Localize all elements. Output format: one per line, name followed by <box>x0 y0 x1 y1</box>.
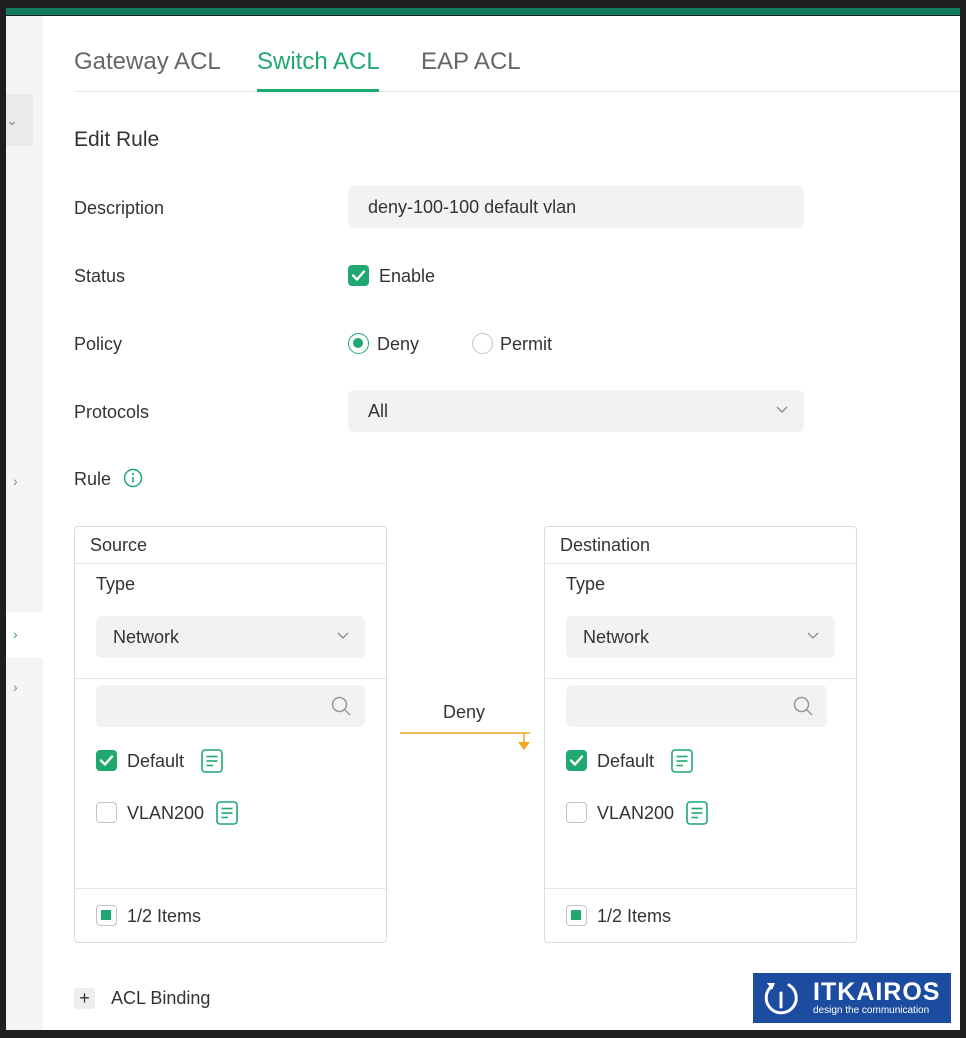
brand-logo-icon <box>759 977 803 1019</box>
divider <box>545 888 856 889</box>
sidebar-item-active[interactable] <box>6 612 43 658</box>
sidebar <box>6 16 43 1030</box>
destination-select-all-checkbox[interactable] <box>566 905 587 926</box>
source-item-default-label: Default <box>127 751 185 771</box>
destination-panel <box>544 526 857 943</box>
source-items-count: 1/2 Items <box>127 906 202 926</box>
list-icon[interactable] <box>671 749 693 773</box>
status-enable-checkbox[interactable] <box>348 265 369 286</box>
chevron-down-icon <box>807 629 819 641</box>
destination-search-input[interactable] <box>566 685 827 727</box>
search-icon <box>330 695 352 717</box>
protocols-select[interactable] <box>348 390 804 432</box>
destination-type-value: Network <box>583 627 650 647</box>
list-icon[interactable] <box>216 801 238 825</box>
destination-item-default-label: Default <box>597 751 655 771</box>
destination-type-select[interactable] <box>566 616 835 658</box>
chevron-right-icon[interactable]: › <box>13 473 18 489</box>
policy-label: Policy <box>74 334 123 354</box>
chevron-right-icon: › <box>13 626 18 642</box>
source-type-select[interactable] <box>96 616 365 658</box>
source-type-value: Network <box>113 627 180 647</box>
description-label: Description <box>74 198 165 218</box>
info-icon[interactable] <box>123 468 143 488</box>
tab-eap-acl[interactable]: EAP ACL <box>421 48 521 75</box>
top-accent-bar <box>6 8 960 15</box>
chevron-down-icon: ⌄ <box>6 112 18 128</box>
tab-switch-acl[interactable]: Switch ACL <box>257 48 380 75</box>
policy-deny-radio[interactable] <box>348 333 369 354</box>
destination-items-count: 1/2 Items <box>597 906 672 926</box>
source-search-input[interactable] <box>96 685 365 727</box>
status-label: Status <box>74 266 126 286</box>
chevron-down-icon <box>776 403 788 415</box>
plus-icon: + <box>74 988 95 1009</box>
source-item-vlan200-label: VLAN200 <box>127 803 205 823</box>
description-input[interactable]: deny-100-100 default vlan <box>348 186 804 228</box>
destination-item-default-checkbox[interactable] <box>566 750 587 771</box>
destination-item-vlan200-checkbox[interactable] <box>566 802 587 823</box>
active-tab-indicator <box>257 89 379 92</box>
watermark-logo <box>753 973 951 1023</box>
source-item-default-checkbox[interactable] <box>96 750 117 771</box>
check-icon <box>348 265 369 286</box>
divider <box>545 678 856 679</box>
protocols-label: Protocols <box>74 402 150 422</box>
top-bar <box>0 0 966 16</box>
divider <box>75 888 386 889</box>
chevron-down-icon <box>337 629 349 641</box>
direction-arrow <box>400 732 530 754</box>
section-title: Edit Rule <box>74 128 160 151</box>
source-item-vlan200-checkbox[interactable] <box>96 802 117 823</box>
watermark-subtitle: design the communication <box>813 1005 930 1016</box>
acl-binding-label: ACL Binding <box>111 988 211 1008</box>
arrow-policy-label: Deny <box>443 702 486 722</box>
check-icon <box>96 750 117 771</box>
destination-item-vlan200-label: VLAN200 <box>597 803 675 823</box>
list-icon[interactable] <box>686 801 708 825</box>
check-icon <box>566 750 587 771</box>
policy-permit-label: Permit <box>500 334 553 354</box>
arrow-head <box>518 742 530 750</box>
policy-deny-label: Deny <box>377 334 420 354</box>
source-panel <box>74 526 387 943</box>
source-panel-title: Source <box>75 527 386 564</box>
chevron-right-icon[interactable]: › <box>13 679 18 695</box>
status-enable-label: Enable <box>379 266 436 286</box>
app-frame <box>6 16 960 1030</box>
policy-permit-radio[interactable] <box>472 333 493 354</box>
protocols-value: All <box>368 401 389 421</box>
tab-gateway-acl[interactable]: Gateway ACL <box>74 48 221 75</box>
divider <box>75 678 386 679</box>
list-icon[interactable] <box>201 749 223 773</box>
source-select-all-checkbox[interactable] <box>96 905 117 926</box>
main-content <box>43 16 960 1030</box>
acl-tabs <box>74 16 960 92</box>
source-type-label: Type <box>96 574 136 594</box>
search-icon <box>792 695 814 717</box>
rule-label: Rule <box>74 469 112 489</box>
watermark-title: ITKAIROS <box>813 978 941 1006</box>
destination-type-label: Type <box>566 574 606 594</box>
sidebar-collapse-button[interactable] <box>6 94 33 146</box>
destination-panel-title: Destination <box>545 527 856 564</box>
